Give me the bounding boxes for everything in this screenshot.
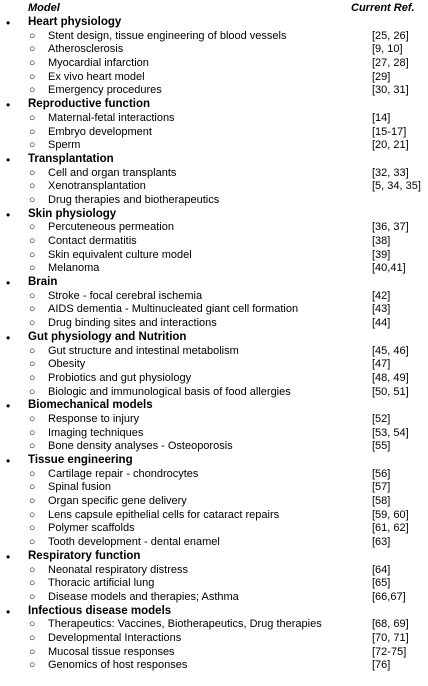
- circle-bullet-icon: ○: [29, 29, 36, 42]
- reference-citation: [32, 33]: [372, 166, 409, 179]
- circle-bullet-icon: ○: [29, 508, 36, 521]
- model-item-text: Developmental Interactions: [48, 631, 182, 644]
- model-item-row: [0, 111, 428, 125]
- model-item-text: Genomics of host responses: [48, 659, 188, 672]
- model-item-row: [0, 412, 428, 426]
- circle-bullet-icon: ○: [29, 248, 36, 261]
- model-item-row: [0, 521, 428, 535]
- category-bullet-icon: •: [6, 152, 11, 167]
- sections-list: [0, 15, 428, 672]
- circle-bullet-icon: ○: [29, 344, 36, 357]
- reference-citation: [44]: [372, 317, 391, 330]
- category-title: Transplantation: [28, 152, 114, 165]
- category-section: [0, 549, 428, 604]
- category-title: Respiratory function: [28, 549, 141, 562]
- model-item-row: [0, 645, 428, 659]
- category-bullet-icon: •: [6, 207, 11, 222]
- reference-citation: [45, 46]: [372, 344, 409, 357]
- model-item-row: [0, 302, 428, 316]
- reference-citation: [53, 54]: [372, 426, 409, 439]
- reference-citation: [38]: [372, 235, 391, 247]
- circle-bullet-icon: ○: [29, 440, 36, 453]
- model-item-text: Lens capsule epithelial cells for cataract repairs: [48, 508, 280, 521]
- category-bullet-icon: •: [6, 604, 11, 619]
- category-title: Heart physiology: [28, 16, 122, 28]
- model-column-header: Model: [28, 2, 60, 14]
- model-item-text: Gut structure and intestinal metabolism: [48, 344, 239, 357]
- model-item-text: Probiotics and gut physiology: [48, 371, 192, 384]
- category-row: [0, 330, 428, 344]
- category-title: Biomechanical models: [28, 399, 153, 412]
- reference-citation: [64]: [372, 563, 391, 576]
- category-section: [0, 330, 428, 398]
- model-item-row: [0, 508, 428, 522]
- reference-citation: [70, 71]: [372, 631, 409, 644]
- circle-bullet-icon: ○: [29, 412, 36, 425]
- model-item-row: [0, 289, 428, 303]
- circle-bullet-icon: ○: [29, 70, 36, 83]
- model-item-text: Melanoma: [48, 262, 100, 275]
- category-section: [0, 207, 428, 275]
- model-item-text: Sperm: [48, 139, 81, 152]
- model-item-row: [0, 467, 428, 481]
- category-title: Brain: [28, 276, 58, 289]
- circle-bullet-icon: ○: [29, 57, 36, 70]
- circle-bullet-icon: ○: [29, 577, 36, 590]
- reference-citation: [43]: [372, 303, 391, 316]
- model-item-row: [0, 248, 428, 262]
- model-item-row: [0, 439, 428, 453]
- reference-citation: [39]: [372, 248, 391, 261]
- model-item-text: Obesity: [48, 358, 86, 371]
- circle-bullet-icon: ○: [29, 262, 36, 275]
- circle-bullet-icon: ○: [29, 235, 36, 247]
- category-bullet-icon: •: [6, 330, 11, 345]
- model-item-text: Response to injury: [48, 412, 140, 425]
- model-item-row: [0, 535, 428, 549]
- circle-bullet-icon: ○: [29, 289, 36, 302]
- model-item-row: [0, 138, 428, 152]
- model-item-text: Embryo development: [48, 125, 152, 138]
- circle-bullet-icon: ○: [29, 84, 36, 97]
- model-item-text: Stroke - focal cerebral ischemia: [48, 289, 203, 302]
- model-item-text: Imaging techniques: [48, 426, 144, 439]
- reference-citation: [20, 21]: [372, 139, 409, 152]
- reference-citation: [42]: [372, 289, 391, 302]
- category-bullet-icon: •: [6, 399, 11, 414]
- category-section: [0, 453, 428, 549]
- category-bullet-icon: •: [6, 454, 11, 468]
- category-title: Reproductive function: [28, 98, 151, 111]
- category-row: [0, 453, 428, 467]
- reference-citation: [50, 51]: [372, 385, 409, 398]
- reference-citation: [27, 28]: [372, 57, 409, 70]
- model-item-row: [0, 658, 428, 672]
- reference-citation: [55]: [372, 440, 391, 453]
- circle-bullet-icon: ○: [29, 659, 36, 672]
- model-item-text: Polymer scaffolds: [48, 522, 135, 535]
- model-item-text: Therapeutics: Vaccines, Biotherapeutics, Drug therapies: [48, 618, 322, 631]
- model-item-row: [0, 29, 428, 43]
- circle-bullet-icon: ○: [29, 111, 36, 124]
- model-item-row: [0, 494, 428, 508]
- circle-bullet-icon: ○: [29, 563, 36, 576]
- reference-citation: [47]: [372, 358, 391, 371]
- reference-citation: [5, 34, 35]: [372, 180, 421, 193]
- model-item-text: Thoracic artificial lung: [48, 577, 155, 590]
- model-item-row: [0, 576, 428, 590]
- model-item-text: Contact dermatitis: [48, 235, 137, 247]
- model-item-row: [0, 344, 428, 358]
- circle-bullet-icon: ○: [29, 618, 36, 631]
- circle-bullet-icon: ○: [29, 495, 36, 508]
- current-ref-column-header: Current Ref.: [351, 2, 415, 14]
- reference-citation: [29]: [372, 70, 391, 83]
- reference-citation: [57]: [372, 481, 391, 494]
- model-item-text: Xenotransplantation: [48, 180, 146, 193]
- model-item-row: [0, 193, 428, 207]
- model-item-row: [0, 563, 428, 577]
- circle-bullet-icon: ○: [29, 180, 36, 193]
- model-item-text: Myocardial infarction: [48, 57, 149, 70]
- reference-citation: [72-75]: [372, 645, 407, 658]
- category-section: [0, 275, 428, 330]
- circle-bullet-icon: ○: [29, 317, 36, 330]
- circle-bullet-icon: ○: [29, 43, 36, 56]
- reference-citation: [65]: [372, 577, 391, 590]
- model-item-row: [0, 426, 428, 440]
- reference-citation: [76]: [372, 659, 391, 672]
- circle-bullet-icon: ○: [29, 358, 36, 371]
- model-item-text: Disease models and therapies; Asthma: [48, 590, 239, 603]
- model-item-row: [0, 42, 428, 56]
- category-title: Tissue engineering: [28, 454, 133, 466]
- circle-bullet-icon: ○: [29, 125, 36, 138]
- model-item-row: [0, 385, 428, 399]
- model-item-row: [0, 166, 428, 180]
- reference-citation: [59, 60]: [372, 508, 409, 521]
- reference-citation: [61, 62]: [372, 522, 409, 535]
- model-item-row: [0, 371, 428, 385]
- model-item-text: Maternal-fetal interactions: [48, 111, 175, 124]
- model-item-text: Neonatal respiratory distress: [48, 563, 189, 576]
- reference-citation: [30, 31]: [372, 84, 409, 97]
- model-item-text: Ex vivo heart model: [48, 70, 145, 83]
- reference-citation: [68, 69]: [372, 618, 409, 631]
- reference-citation: [36, 37]: [372, 221, 409, 234]
- category-bullet-icon: •: [6, 16, 11, 30]
- circle-bullet-icon: ○: [29, 522, 36, 535]
- model-item-row: [0, 56, 428, 70]
- model-item-row: [0, 617, 428, 631]
- model-item-row: [0, 125, 428, 139]
- category-row: [0, 549, 428, 563]
- category-bullet-icon: •: [6, 98, 11, 113]
- model-item-row: [0, 234, 428, 248]
- category-row: [0, 604, 428, 618]
- circle-bullet-icon: ○: [29, 536, 36, 549]
- circle-bullet-icon: ○: [29, 371, 36, 384]
- category-row: [0, 15, 428, 29]
- reference-citation: [9, 10]: [372, 43, 403, 56]
- model-item-text: AIDS dementia - Multinucleated giant cell formation: [48, 303, 299, 316]
- circle-bullet-icon: ○: [29, 303, 36, 316]
- circle-bullet-icon: ○: [29, 139, 36, 152]
- category-title: Infectious disease models: [28, 604, 172, 617]
- circle-bullet-icon: ○: [29, 467, 36, 480]
- model-item-text: Drug therapies and biotherapeutics: [48, 193, 220, 206]
- reference-citation: [63]: [372, 536, 391, 549]
- circle-bullet-icon: ○: [29, 193, 36, 206]
- circle-bullet-icon: ○: [29, 645, 36, 658]
- reference-citation: [66,67]: [372, 590, 406, 603]
- model-item-text: Drug binding sites and interactions: [48, 317, 217, 330]
- model-item-text: Biologic and immunological basis of food allergies: [48, 385, 291, 398]
- model-item-text: Percuteneous permeation: [48, 221, 174, 234]
- category-bullet-icon: •: [6, 549, 11, 564]
- model-item-text: Spinal fusion: [48, 481, 111, 494]
- reference-citation: [25, 26]: [372, 29, 409, 42]
- model-item-text: Stent design, tissue engineering of blood vessels: [48, 29, 287, 42]
- reference-citation: [52]: [372, 412, 391, 425]
- model-item-row: [0, 83, 428, 97]
- category-section: [0, 398, 428, 453]
- model-item-text: Mucosal tissue responses: [48, 645, 175, 658]
- category-row: [0, 152, 428, 166]
- category-row: [0, 275, 428, 289]
- category-section: [0, 604, 428, 672]
- circle-bullet-icon: ○: [29, 426, 36, 439]
- category-row: [0, 97, 428, 111]
- model-item-text: Emergency procedures: [48, 84, 162, 97]
- reference-citation: [56]: [372, 467, 391, 480]
- circle-bullet-icon: ○: [29, 221, 36, 234]
- model-item-text: Cell and organ transplants: [48, 166, 177, 179]
- circle-bullet-icon: ○: [29, 385, 36, 398]
- category-title: Skin physiology: [28, 207, 117, 220]
- model-item-row: [0, 631, 428, 645]
- model-item-row: [0, 179, 428, 193]
- category-section: [0, 97, 428, 152]
- model-item-row: [0, 220, 428, 234]
- category-row: [0, 398, 428, 412]
- model-item-text: Cartilage repair - chondrocytes: [48, 467, 199, 480]
- model-item-text: Bone density analyses - Osteoporosis: [48, 440, 233, 453]
- model-item-text: Organ specific gene delivery: [48, 495, 187, 508]
- model-item-row: [0, 590, 428, 604]
- category-section: [0, 152, 428, 207]
- category-bullet-icon: •: [6, 276, 11, 291]
- reference-citation: [40,41]: [372, 262, 406, 275]
- model-item-row: [0, 261, 428, 275]
- reference-citation: [58]: [372, 495, 391, 508]
- model-item-text: Atherosclerosis: [48, 43, 124, 56]
- circle-bullet-icon: ○: [29, 590, 36, 603]
- model-item-row: [0, 480, 428, 494]
- model-item-row: [0, 316, 428, 330]
- circle-bullet-icon: ○: [29, 481, 36, 494]
- table-header: [0, 0, 428, 15]
- model-item-row: [0, 70, 428, 84]
- model-item-text: Skin equivalent culture model: [48, 248, 192, 261]
- category-row: [0, 207, 428, 221]
- circle-bullet-icon: ○: [29, 166, 36, 179]
- reference-citation: [48, 49]: [372, 371, 409, 384]
- reference-citation: [15-17]: [372, 125, 407, 138]
- category-section: [0, 15, 428, 97]
- model-item-row: [0, 357, 428, 371]
- circle-bullet-icon: ○: [29, 631, 36, 644]
- reference-citation: [14]: [372, 111, 391, 124]
- model-item-text: Tooth development - dental enamel: [48, 536, 220, 549]
- category-title: Gut physiology and Nutrition: [28, 330, 187, 343]
